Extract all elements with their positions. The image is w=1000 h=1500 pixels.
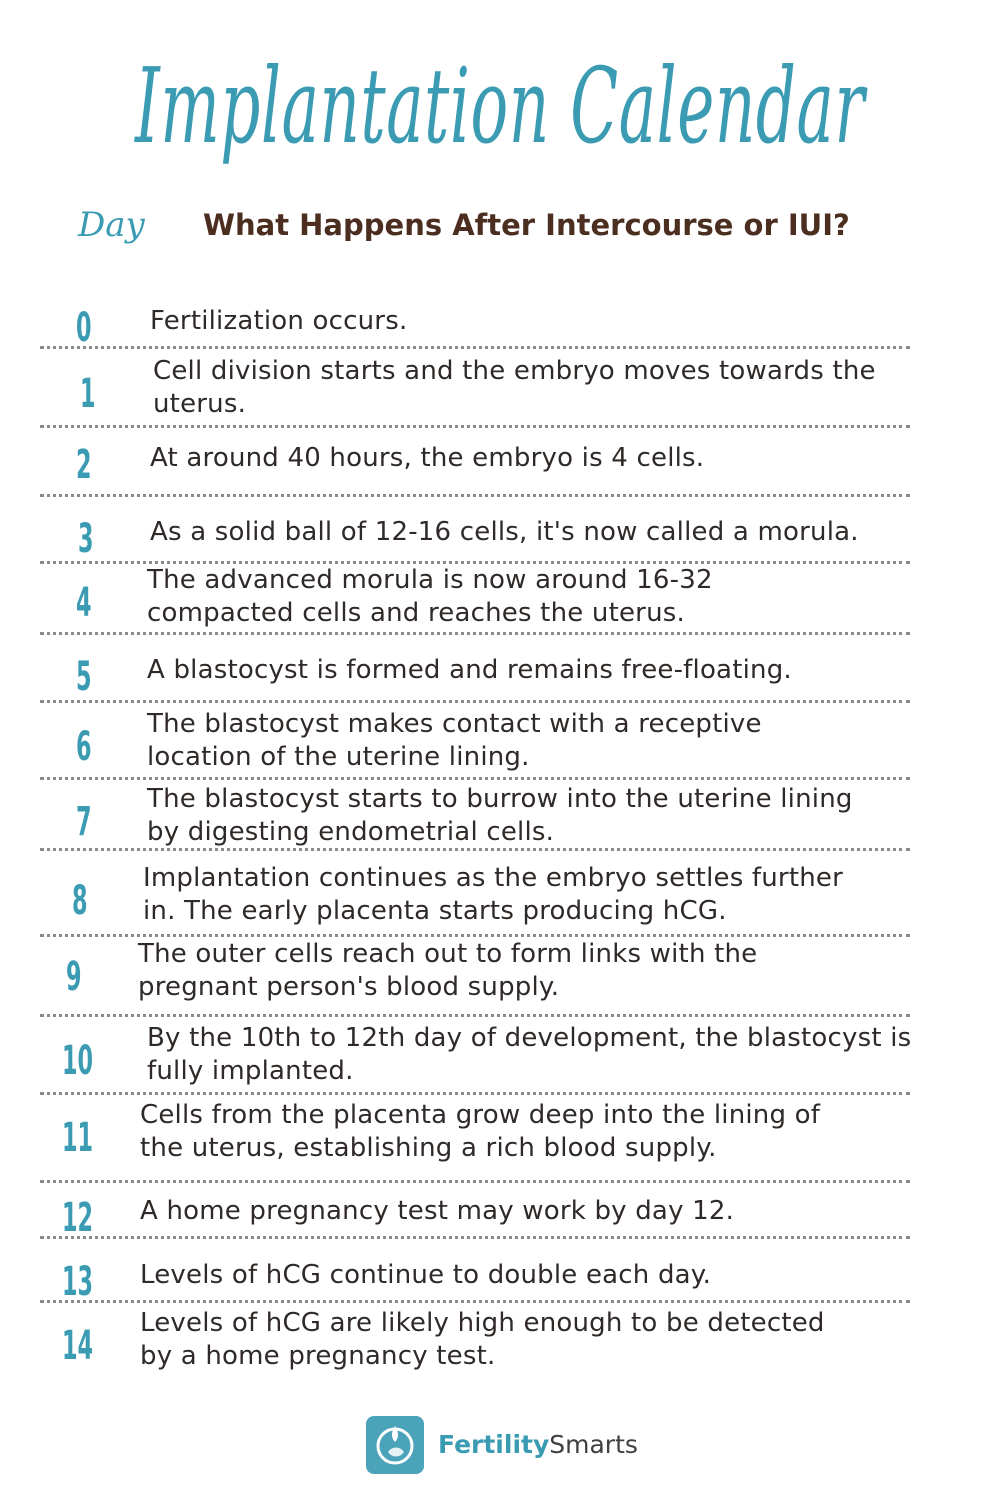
- day-description: [143, 862, 843, 928]
- page-title: [0, 10, 1000, 200]
- day-number: 6: [76, 724, 92, 770]
- row-separator: [40, 700, 910, 703]
- row-separator: [40, 1014, 910, 1017]
- description-line: fully implanted.: [147, 1056, 354, 1086]
- day-number: 2: [76, 441, 92, 488]
- description-line: The outer cells reach out to form links with the: [138, 939, 758, 969]
- description-line: location of the uterine lining.: [147, 742, 530, 772]
- day-description: [140, 1307, 825, 1373]
- day-description: [147, 783, 853, 849]
- row-separator: [40, 777, 910, 780]
- brand-name-bold: Fertility: [438, 1430, 550, 1459]
- row-separator: [40, 494, 910, 497]
- day-number: 8: [72, 878, 88, 924]
- description-line: pregnant person's blood supply.: [138, 972, 560, 1002]
- row-separator: [40, 1180, 910, 1183]
- day-number: 7: [76, 799, 92, 845]
- day-number: 11: [62, 1115, 94, 1161]
- day-number: 4: [76, 580, 92, 626]
- day-description: [140, 1259, 711, 1292]
- row-separator: [40, 934, 910, 937]
- row-separator: [40, 848, 910, 851]
- day-description: [138, 938, 757, 1004]
- day-label: Day: [78, 205, 145, 245]
- row-separator: [40, 1300, 910, 1303]
- description-line: the uterus, establishing a rich blood supply.: [140, 1133, 717, 1163]
- day-number: 3: [78, 515, 94, 562]
- row-separator: [40, 1236, 910, 1239]
- description-line: Cell division starts and the embryo moves towards the: [153, 356, 876, 386]
- title-text: Implantation Calendar: [133, 45, 868, 167]
- day-description: [150, 442, 704, 475]
- description-line: At around 40 hours, the embryo is 4 cells.: [150, 443, 705, 473]
- day-description: [147, 1022, 911, 1088]
- day-number: 9: [66, 954, 82, 1000]
- fertility-smarts-logo-icon: [366, 1416, 424, 1474]
- brand-name: [438, 1430, 638, 1459]
- brand-logo: [366, 1416, 636, 1480]
- day-number: 14: [62, 1323, 94, 1369]
- description-line: in. The early placenta starts producing hCG.: [143, 896, 727, 926]
- description-line: by a home pregnancy test.: [140, 1341, 496, 1371]
- description-line: By the 10th to 12th day of development, the blastocyst is: [147, 1023, 912, 1053]
- description-line: by digesting endometrial cells.: [147, 817, 555, 847]
- row-separator: [40, 425, 910, 428]
- brand-name-light: Smarts: [549, 1430, 638, 1459]
- row-separator: [40, 632, 910, 635]
- day-description: [147, 708, 762, 774]
- row-separator: [40, 1092, 910, 1095]
- description-line: Levels of hCG continue to double each day.: [140, 1260, 712, 1290]
- day-description: [147, 654, 792, 687]
- day-number: 1: [80, 371, 96, 417]
- day-description: [153, 355, 876, 421]
- description-line: Implantation continues as the embryo settles further: [143, 863, 843, 893]
- day-description: [147, 564, 713, 630]
- description-line: compacted cells and reaches the uterus.: [147, 598, 685, 628]
- description-line: As a solid ball of 12-16 cells, it's now called a morula.: [150, 517, 859, 547]
- description-line: uterus.: [153, 389, 247, 419]
- day-column-label: [70, 190, 160, 270]
- description-line: The blastocyst starts to burrow into the uterine lining: [147, 784, 853, 814]
- day-number: 10: [62, 1038, 94, 1084]
- page-subtitle: What Happens After Intercourse or IUI?: [203, 208, 850, 242]
- day-number: 0: [76, 304, 92, 351]
- day-number: 13: [62, 1258, 94, 1305]
- day-description: [150, 516, 859, 549]
- description-line: A home pregnancy test may work by day 12.: [140, 1196, 735, 1226]
- description-line: Fertilization occurs.: [150, 306, 408, 336]
- description-line: A blastocyst is formed and remains free-floating.: [147, 655, 792, 685]
- description-line: Levels of hCG are likely high enough to be detected: [140, 1308, 825, 1338]
- description-line: The blastocyst makes contact with a receptive: [147, 709, 762, 739]
- description-line: The advanced morula is now around 16-32: [147, 565, 713, 595]
- row-separator: [40, 346, 910, 349]
- day-number: 12: [62, 1194, 94, 1241]
- title-script-svg: [0, 10, 1000, 200]
- day-description: [140, 1195, 734, 1228]
- description-line: Cells from the placenta grow deep into the lining of: [140, 1100, 821, 1130]
- day-description: [150, 305, 407, 338]
- day-number: 5: [76, 653, 92, 700]
- day-description: [140, 1099, 820, 1165]
